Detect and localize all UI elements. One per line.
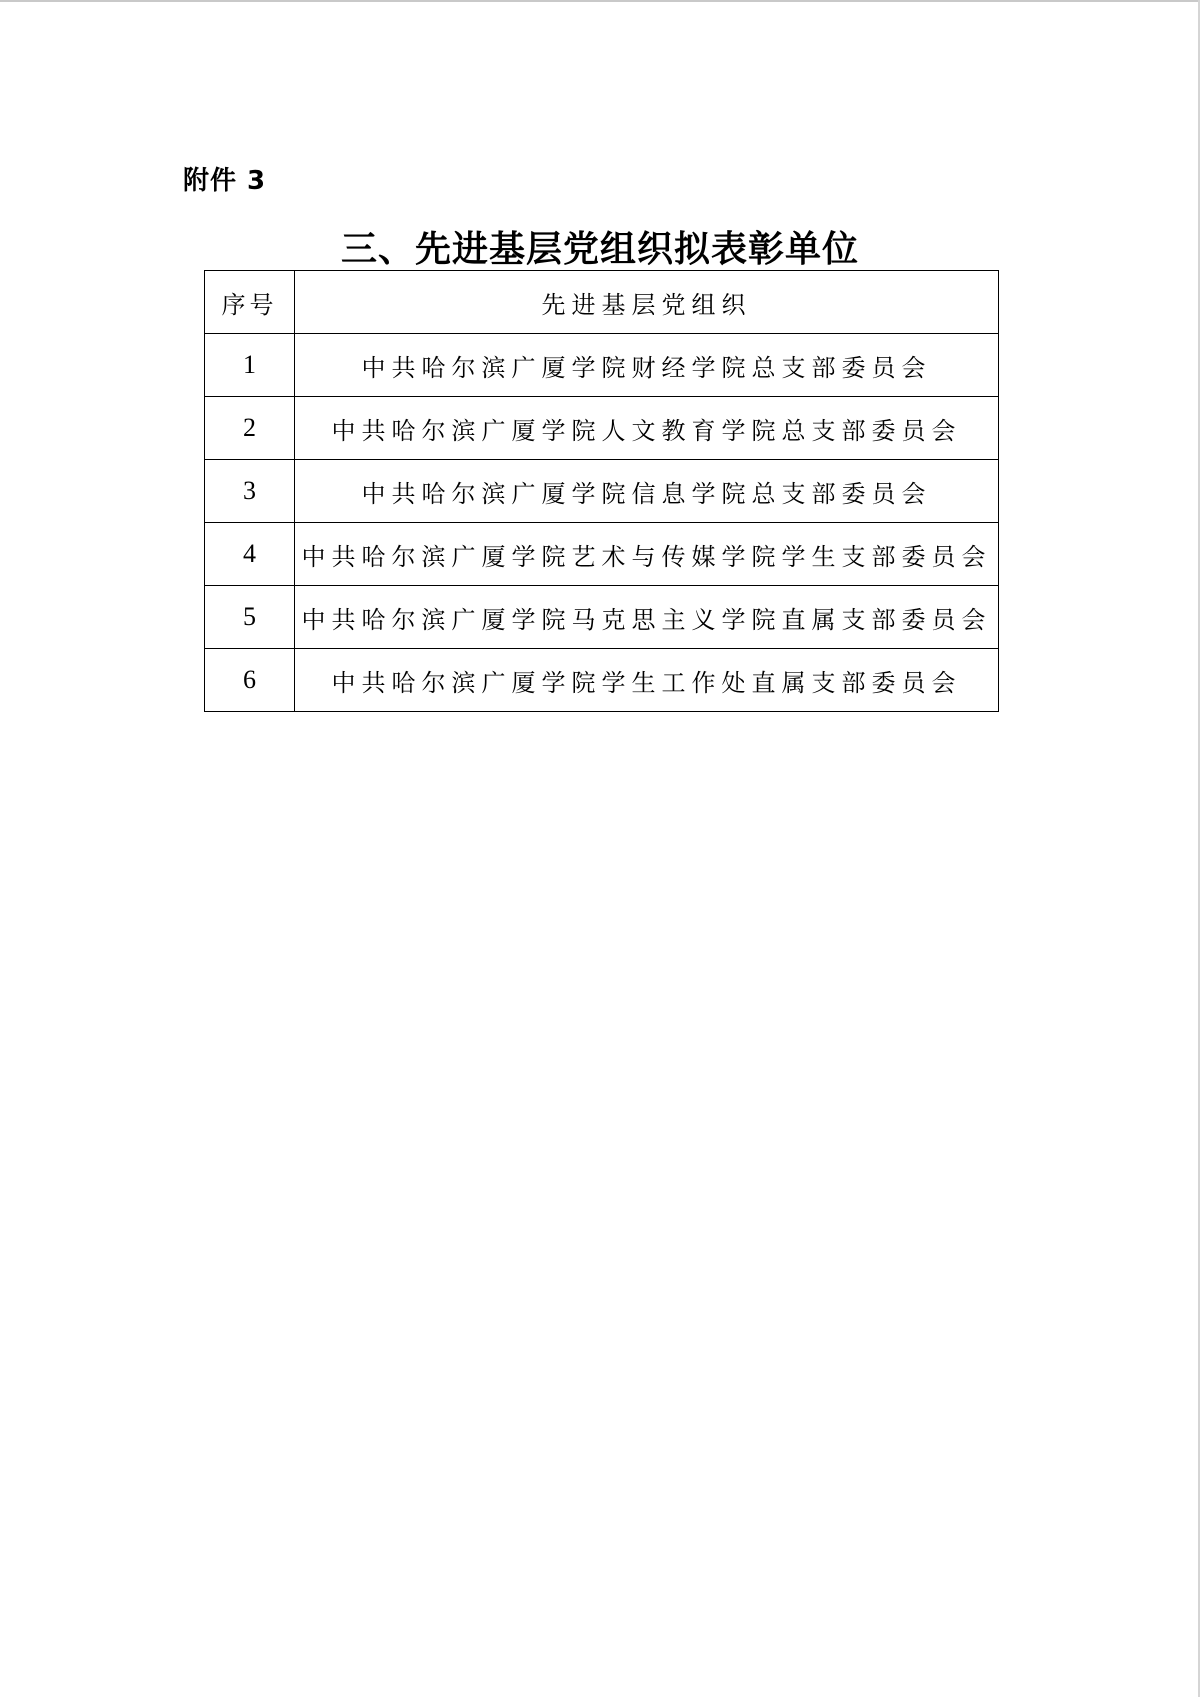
row-number: 1: [205, 334, 295, 397]
document-title: 三、先进基层党组织拟表彰单位: [340, 229, 859, 270]
page-top-edge: [0, 0, 1200, 2]
attachment-label: 附件 3: [183, 166, 267, 196]
header-organization: 先进基层党组织: [295, 271, 999, 334]
row-organization: 中共哈尔滨广厦学院学生工作处直属支部委员会: [295, 649, 999, 712]
row-number: 4: [205, 523, 295, 586]
row-organization: 中共哈尔滨广厦学院艺术与传媒学院学生支部委员会: [295, 523, 999, 586]
row-number: 2: [205, 397, 295, 460]
row-number: 3: [205, 460, 295, 523]
header-no: 序号: [205, 271, 295, 334]
row-organization: 中共哈尔滨广厦学院财经学院总支部委员会: [295, 334, 999, 397]
row-number: 5: [205, 586, 295, 649]
table-row: [205, 586, 999, 649]
table-row: [205, 397, 999, 460]
table-row: [205, 649, 999, 712]
row-organization: 中共哈尔滨广厦学院马克思主义学院直属支部委员会: [295, 586, 999, 649]
table-row: [205, 460, 999, 523]
row-organization: 中共哈尔滨广厦学院人文教育学院总支部委员会: [295, 397, 999, 460]
table-row: [205, 334, 999, 397]
row-number: 6: [205, 649, 295, 712]
table-header-row: [205, 271, 999, 334]
table-row: [205, 523, 999, 586]
honor-table: [204, 270, 999, 712]
row-organization: 中共哈尔滨广厦学院信息学院总支部委员会: [295, 460, 999, 523]
